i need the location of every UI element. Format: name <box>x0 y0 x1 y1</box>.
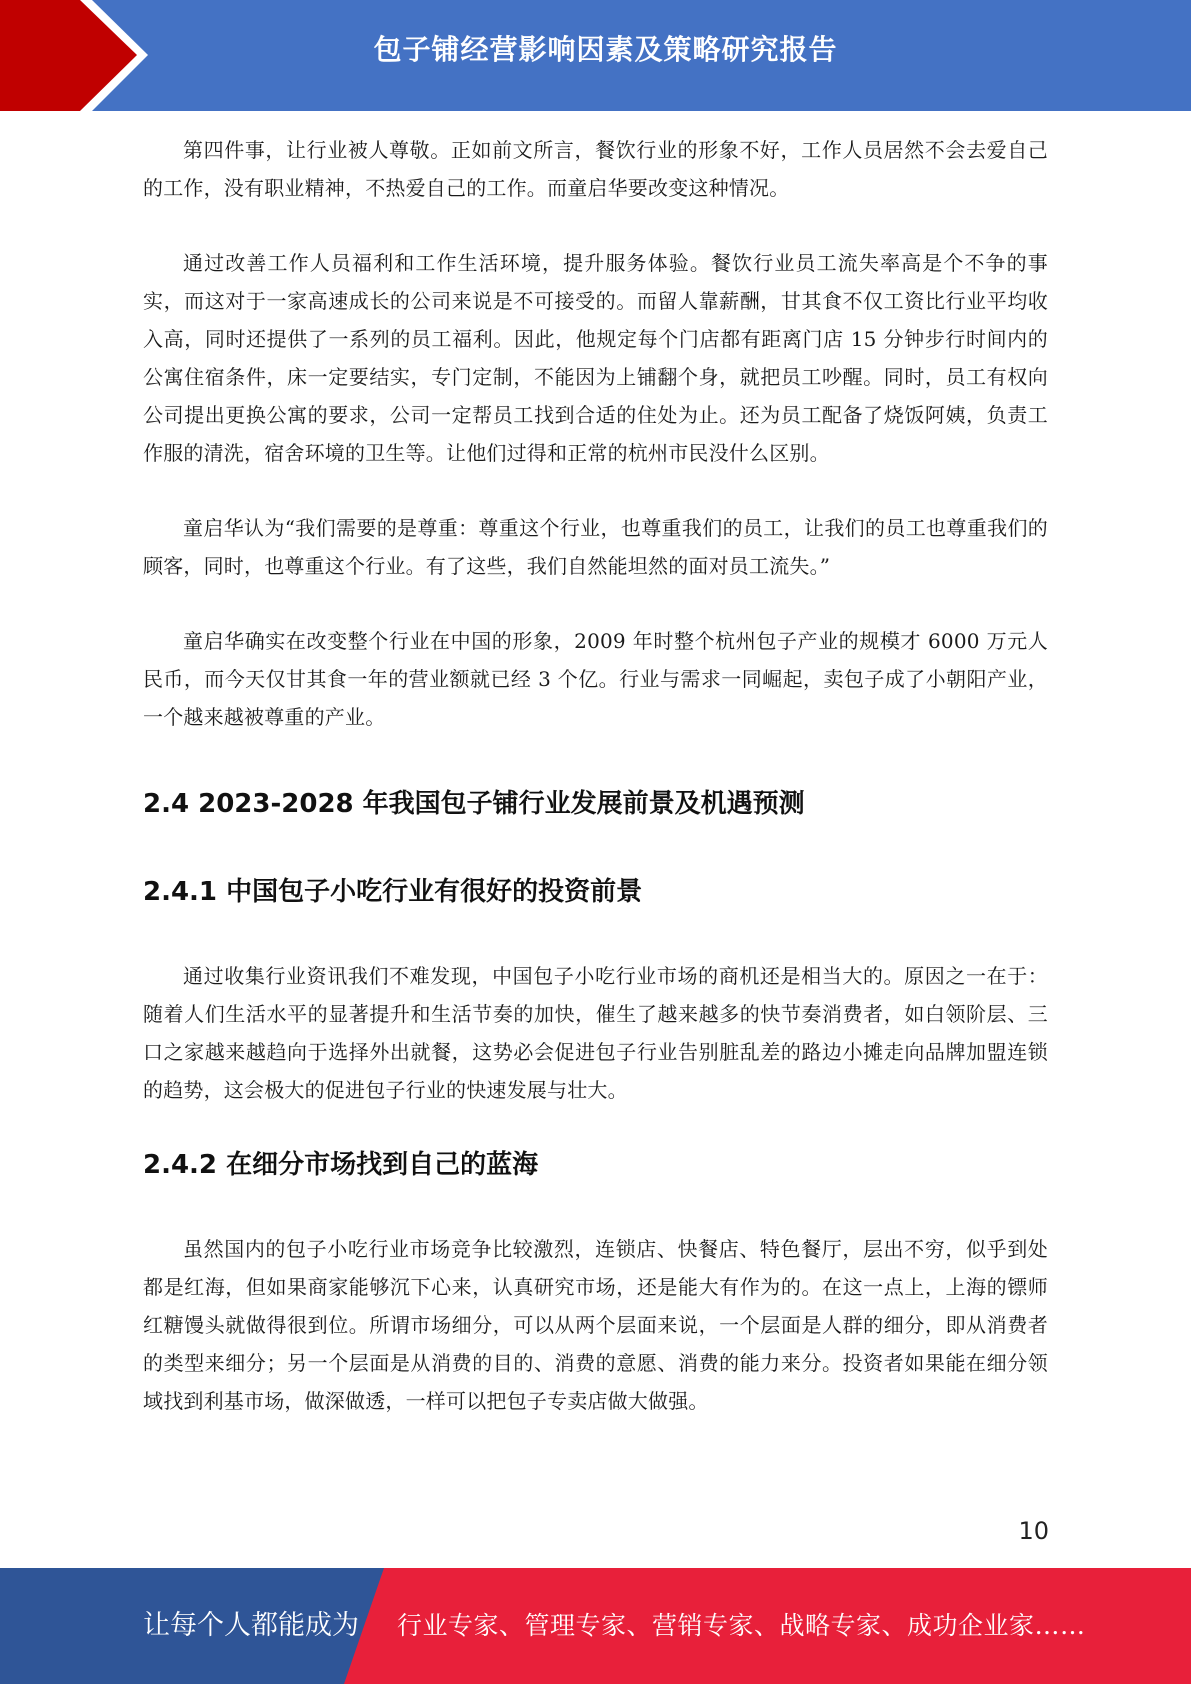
page-number: 10 <box>1018 1517 1049 1545</box>
paragraph-respect-quote: 童启华认为“我们需要的是尊重：尊重这个行业，也尊重我们的员工，让我们的员工也尊重我们的顾客，同时，也尊重这个行业。有了这些，我们自然能坦然的面对员工流失。” <box>143 516 1048 578</box>
paragraph-respect-industry: 第四件事，让行业被人尊敬。正如前文所言，餐饮行业的形象不好，工作人员居然不会去爱自己的工作，没有职业精神，不热爱自己的工作。而童启华要改变这种情况。 <box>143 138 1048 200</box>
section-heading-2-4-1: 2.4.1 中国包子小吃行业有很好的投资前景 <box>143 877 643 907</box>
section-heading-2-4-2: 2.4.2 在细分市场找到自己的蓝海 <box>143 1150 539 1180</box>
paragraph-industry-image: 童启华确实在改变整个行业在中国的形象，2009 年时整个杭州包子产业的规模才 6000 万元人民币，而今天仅甘其食一年的营业额就已经 3 个亿。行业与需求一同崛起，卖包子成了小朝阳产业，一个越来越被尊重的产业。 <box>143 629 1048 729</box>
header-chevron-icon <box>0 0 160 111</box>
page-footer-banner <box>0 1568 1191 1684</box>
footer-slogan-left: 让每个人都能成为 <box>143 1610 359 1641</box>
section-heading-2-4: 2.4 2023-2028 年我国包子铺行业发展前景及机遇预测 <box>143 789 805 819</box>
page-header-title: 包子铺经营影响因素及策略研究报告 <box>373 33 838 66</box>
paragraph-investment-outlook: 通过收集行业资讯我们不难发现，中国包子小吃行业市场的商机还是相当大的。原因之一在于：随着人们生活水平的显著提升和生活节奏的加快，催生了越来越多的快节奏消费者，如白领阶层、三口之家越来越趋向于选择外出就餐，这势必会促进包子行业告别脏乱差的路边小摊走向品牌加盟连锁的趋势，这会极大的促进包子行业的快速发展与壮大。 <box>143 964 1048 1102</box>
page-header-banner <box>0 0 1191 111</box>
footer-slogan-right: 行业专家、管理专家、营销专家、战略专家、成功企业家…… <box>397 1611 1086 1640</box>
paragraph-niche-market: 虽然国内的包子小吃行业市场竞争比较激烈，连锁店、快餐店、特色餐厅，层出不穷，似乎到处都是红海，但如果商家能够沉下心来，认真研究市场，还是能大有作为的。在这一点上，上海的镖师红糖馒头就做得很到位。所谓市场细分，可以从两个层面来说，一个层面是人群的细分，即从消费者的类型来细分；另一个层面是从消费的目的、消费的意愿、消费的能力来分。投资者如果能在细分领域找到利基市场，做深做透，一样可以把包子专卖店做大做强。 <box>143 1237 1048 1413</box>
report-body <box>143 131 1048 1420</box>
paragraph-employee-welfare: 通过改善工作人员福利和工作生活环境，提升服务体验。餐饮行业员工流失率高是个不争的事实，而这对于一家高速成长的公司来说是不可接受的。而留人靠薪酬，甘其食不仅工资比行业平均收入高，同时还提供了一系列的员工福利。因此，他规定每个门店都有距离门店 15 分钟步行时间内的公寓住宿条件，床一定要结实，专门定制，不能因为上铺翻个身，就把员工吵醒。同时，员工有权向公司提出更换公寓的要求，公司一定帮员工找到合适的住处为止。还为员工配备了烧饭阿姨，负责工作服的清洗，宿舍环境的卫生等。让他们过得和正常的杭州市民没什么区别。 <box>143 251 1048 465</box>
